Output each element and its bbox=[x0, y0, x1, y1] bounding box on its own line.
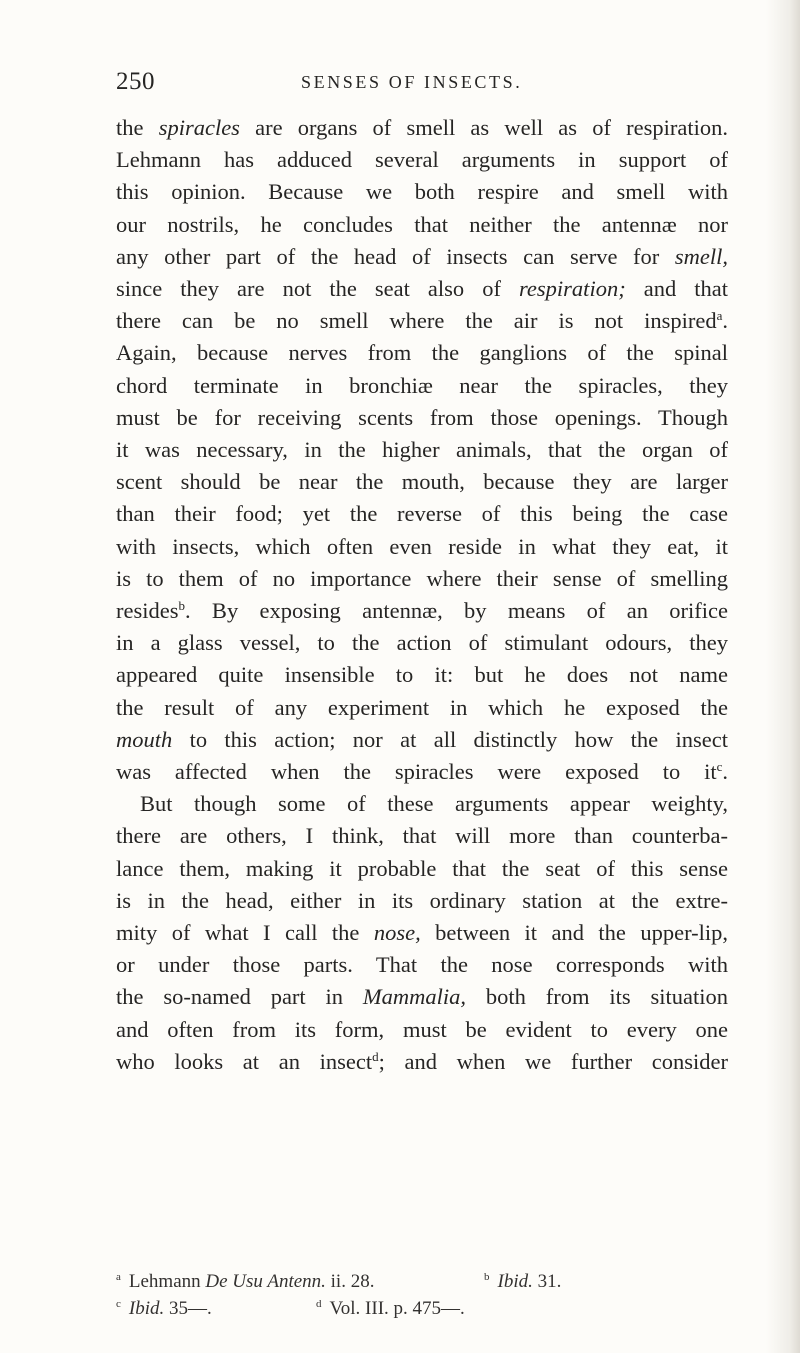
footnote-d: $^d$ Vol. III. p. 475—. bbox=[316, 1298, 465, 1319]
text-line: must be for receiving scents from those openings. Though bbox=[116, 404, 728, 430]
footnote-a: $^a$ Lehmann De Usu Antenn. ii. 28. bbox=[116, 1271, 375, 1292]
footnote-mark: b bbox=[484, 1271, 490, 1283]
italic-text: Ibid. bbox=[128, 1298, 165, 1319]
footnote-mark: d bbox=[316, 1298, 322, 1310]
italic-text: Ibid. bbox=[497, 1271, 533, 1292]
text-line: lance them, making it probable that the seat of this sense bbox=[116, 855, 728, 881]
italic-text: De Usu Antenn. bbox=[205, 1271, 326, 1292]
body-text bbox=[116, 112, 728, 1078]
running-title: SENSES OF INSECTS. bbox=[301, 72, 523, 92]
italic-text: spiracles bbox=[158, 115, 240, 140]
text-line: any other part of the head of insects can serve for smell, bbox=[116, 243, 728, 269]
italic-text: smell, bbox=[674, 243, 728, 269]
text-line: our nostrils, he concludes that neither the antennæ nor bbox=[116, 211, 728, 237]
text-line: since they are not the seat also of respiration; and that bbox=[116, 276, 729, 302]
footnote-mark: c bbox=[116, 1298, 121, 1310]
text-line: the spiracles are organs of smell as well as of respiration. bbox=[116, 115, 728, 140]
text-line: who looks at an insect$^d$; and when we further consider bbox=[116, 1048, 728, 1074]
text-line: the result of any experiment in which he exposed the bbox=[116, 694, 728, 720]
footnote-reference: b bbox=[178, 598, 185, 614]
footnote-reference: a bbox=[716, 308, 723, 324]
text-line: it was necessary, in the higher animals, that the organ of bbox=[116, 437, 728, 463]
text-line: than their food; yet the reverse of this being the case bbox=[116, 501, 728, 527]
text-line: there are others, I think, that will more than counterba- bbox=[116, 823, 728, 849]
italic-text: mouth bbox=[116, 726, 173, 752]
italic-text: nose, bbox=[373, 920, 421, 946]
text-line: mity of what I call the nose, between it and the upper-lip, bbox=[116, 920, 728, 946]
text-line: is to them of no importance where their sense of smelling bbox=[116, 565, 728, 591]
text-line: scent should be near the mouth, because they are larger bbox=[116, 469, 728, 495]
footnote-reference: d bbox=[372, 1048, 379, 1064]
footnote-c: $^c$ Ibid. 35—. bbox=[116, 1298, 212, 1319]
text-line: is in the head, either in its ordinary station at the extre- bbox=[116, 887, 728, 913]
text-line: was affected when the spiracles were exposed to $it^c$. bbox=[116, 759, 728, 785]
italic-text: respiration; bbox=[519, 276, 626, 302]
page-edge-shadow bbox=[766, 0, 800, 1353]
footnote-mark: a bbox=[116, 1271, 121, 1283]
text-line: resides$^b$. By exposing antennæ, by means of an orifice bbox=[116, 598, 728, 624]
text-line: chord terminate in bronchiæ near the spiracles, they bbox=[116, 372, 728, 398]
text-line: mouth to this action; nor at all distinctly how the insect bbox=[116, 726, 728, 752]
text-line: the so-named part in Mammalia, both from its situation bbox=[116, 984, 728, 1010]
text-line: But though some of these arguments appear weighty, bbox=[140, 791, 728, 817]
text-line: Lehmann has adduced several arguments in support of bbox=[116, 147, 728, 173]
text-line: in a glass vessel, to the action of stimulant odours, they bbox=[116, 630, 728, 656]
footnote-reference: c bbox=[716, 759, 723, 775]
footnotes bbox=[116, 1268, 728, 1322]
text-line: there can be no smell where the air is not inspired$^a$. bbox=[116, 308, 728, 334]
text-line: and often from its form, must be evident to every one bbox=[116, 1016, 728, 1042]
page-header bbox=[116, 68, 726, 102]
text-line: appeared quite insensible to it: but he does not name bbox=[116, 662, 728, 688]
text-line: or under those parts. That the nose corresponds with bbox=[116, 952, 728, 978]
text-line: this opinion. Because we both respire and smell with bbox=[116, 179, 728, 205]
footnote-b: $^b$ Ibid. 31. bbox=[484, 1271, 562, 1292]
text-line: with insects, which often even reside in what they eat, it bbox=[116, 533, 728, 559]
footnote-row bbox=[116, 1268, 728, 1295]
footnote-row bbox=[116, 1295, 728, 1322]
text-line: Again, because nerves from the ganglions of the spinal bbox=[116, 340, 728, 366]
page-number: 250 bbox=[116, 68, 155, 95]
italic-text: Mammalia, bbox=[362, 984, 467, 1010]
